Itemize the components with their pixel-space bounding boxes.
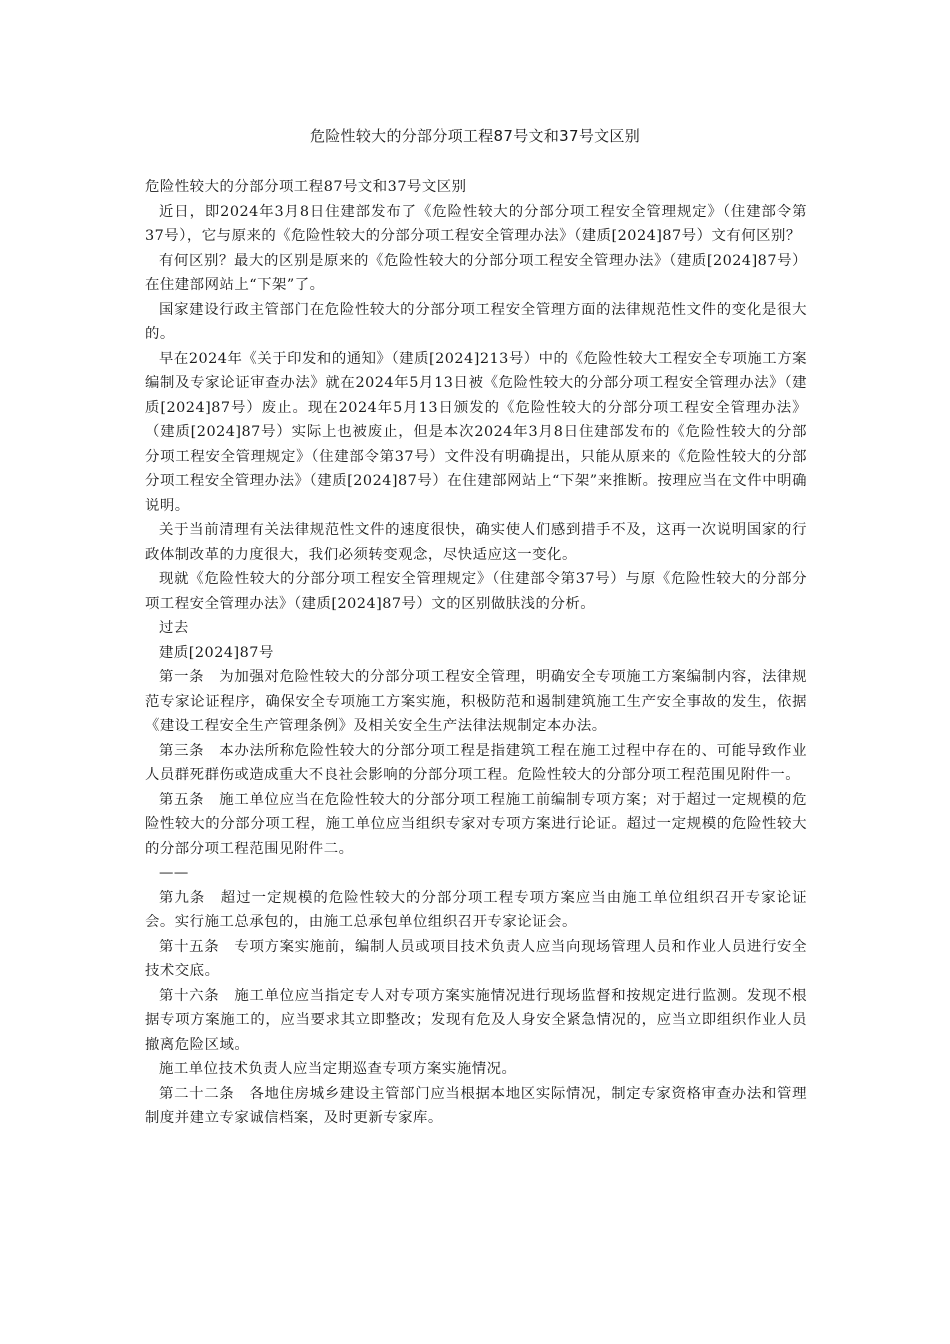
article-3: 第三条 本办法所称危险性较大的分部分项工程是指建筑工程在施工过程中存在的、可能导致作业人员群死群伤或造成重大不良社会影响的分部分项工程。危险性较大的分部分项工程范围见附件一。 <box>145 742 807 783</box>
paragraph: 国家建设行政主管部门在危险性较大的分部分项工程安全管理方面的法律规范性文件的变化是很大的。 <box>145 301 807 342</box>
separator-dash: —— <box>159 865 189 881</box>
article-9: 第九条 超过一定规模的危险性较大的分部分项工程专项方案应当由施工单位组织召开专家论证会。实行施工总承包的，由施工总承包单位组织召开专家论证会。 <box>145 889 807 930</box>
body-heading: 危险性较大的分部分项工程87号文和37号文区别 <box>145 179 467 195</box>
document-title: 危险性较大的分部分项工程87号文和37号文区别 <box>309 127 641 145</box>
document-number: 建质[2024]87号 <box>159 644 274 661</box>
paragraph: 现就《危险性较大的分部分项工程安全管理规定》（住建部令第37号）与原《危险性较大的分部分项工程安全管理办法》（建质[2024]87号）文的区别做肤浅的分析。 <box>145 571 807 612</box>
document-body <box>145 175 807 1131</box>
article-16: 第十六条 施工单位应当指定专人对专项方案实施情况进行现场监督和按规定进行监测。发现不根据专项方案施工的，应当要求其立即整改；发现有危及人身安全紧急情况的，应当立即组织作业人员撤离危险区域。 <box>145 987 807 1053</box>
section-label-past: 过去 <box>159 620 189 636</box>
paragraph: 施工单位技术负责人应当定期巡查专项方案实施情况。 <box>159 1061 517 1077</box>
article-15: 第十五条 专项方案实施前，编制人员或项目技术负责人应当向现场管理人员和作业人员进行安全技术交底。 <box>145 938 807 979</box>
paragraph: 早在2024年《关于印发和的通知》（建质[2024]213号）中的《危险性较大工程安全专项施工方案编制及专家论证审查办法》就在2024年5月13日被《危险性较大的分部分项工程安全管理办法》（建质[2024]87号）废止。现在2024年5月13日颁发的《危险性较大的分部分项工程安全管理办法》（建质[2024]87号）实际上也被废止，但是本次2024年3月8日住建部发布的《危险性较大的分部分项工程安全管理规定》（住建部令第37号）文件没有明确提出，只能从原来的《危险性较大的分部分项工程安全管理办法》（建质[2024]87号）在住建部网站上“下架”来推断。按理应当在文件中明确说明。 <box>145 350 807 514</box>
article-5: 第五条 施工单位应当在危险性较大的分部分项工程施工前编制专项方案；对于超过一定规模的危险性较大的分部分项工程，施工单位应当组织专家对专项方案进行论证。超过一定规模的危险性较大的分部分项工程范围见附件二。 <box>145 791 807 857</box>
paragraph: 有何区别？最大的区别是原来的《危险性较大的分部分项工程安全管理办法》（建质[2024]87号）在住建部网站上“下架”了。 <box>145 252 807 293</box>
article-1: 第一条 为加强对危险性较大的分部分项工程安全管理，明确安全专项施工方案编制内容，法律规范专家论证程序，确保安全专项施工方案实施，积极防范和遏制建筑施工生产安全事故的发生，依据《建设工程安全生产管理条例》及相关安全生产法律法规制定本办法。 <box>145 669 807 734</box>
article-22: 第二十二条 各地住房城乡建设主管部门应当根据本地区实际情况，制定专家资格审查办法和管理制度并建立专家诚信档案，及时更新专家库。 <box>145 1085 807 1126</box>
paragraph: 近日，即2024年3月8日住建部发布了《危险性较大的分部分项工程安全管理规定》（住建部令第37号），它与原来的《危险性较大的分部分项工程安全管理办法》（建质[2024]87号）文有何区别？ <box>145 203 807 244</box>
paragraph: 关于当前清理有关法律规范性文件的速度很快，确实使人们感到措手不及，这再一次说明国家的行政体制改革的力度很大，我们必须转变观念，尽快适应这一变化。 <box>145 522 807 563</box>
